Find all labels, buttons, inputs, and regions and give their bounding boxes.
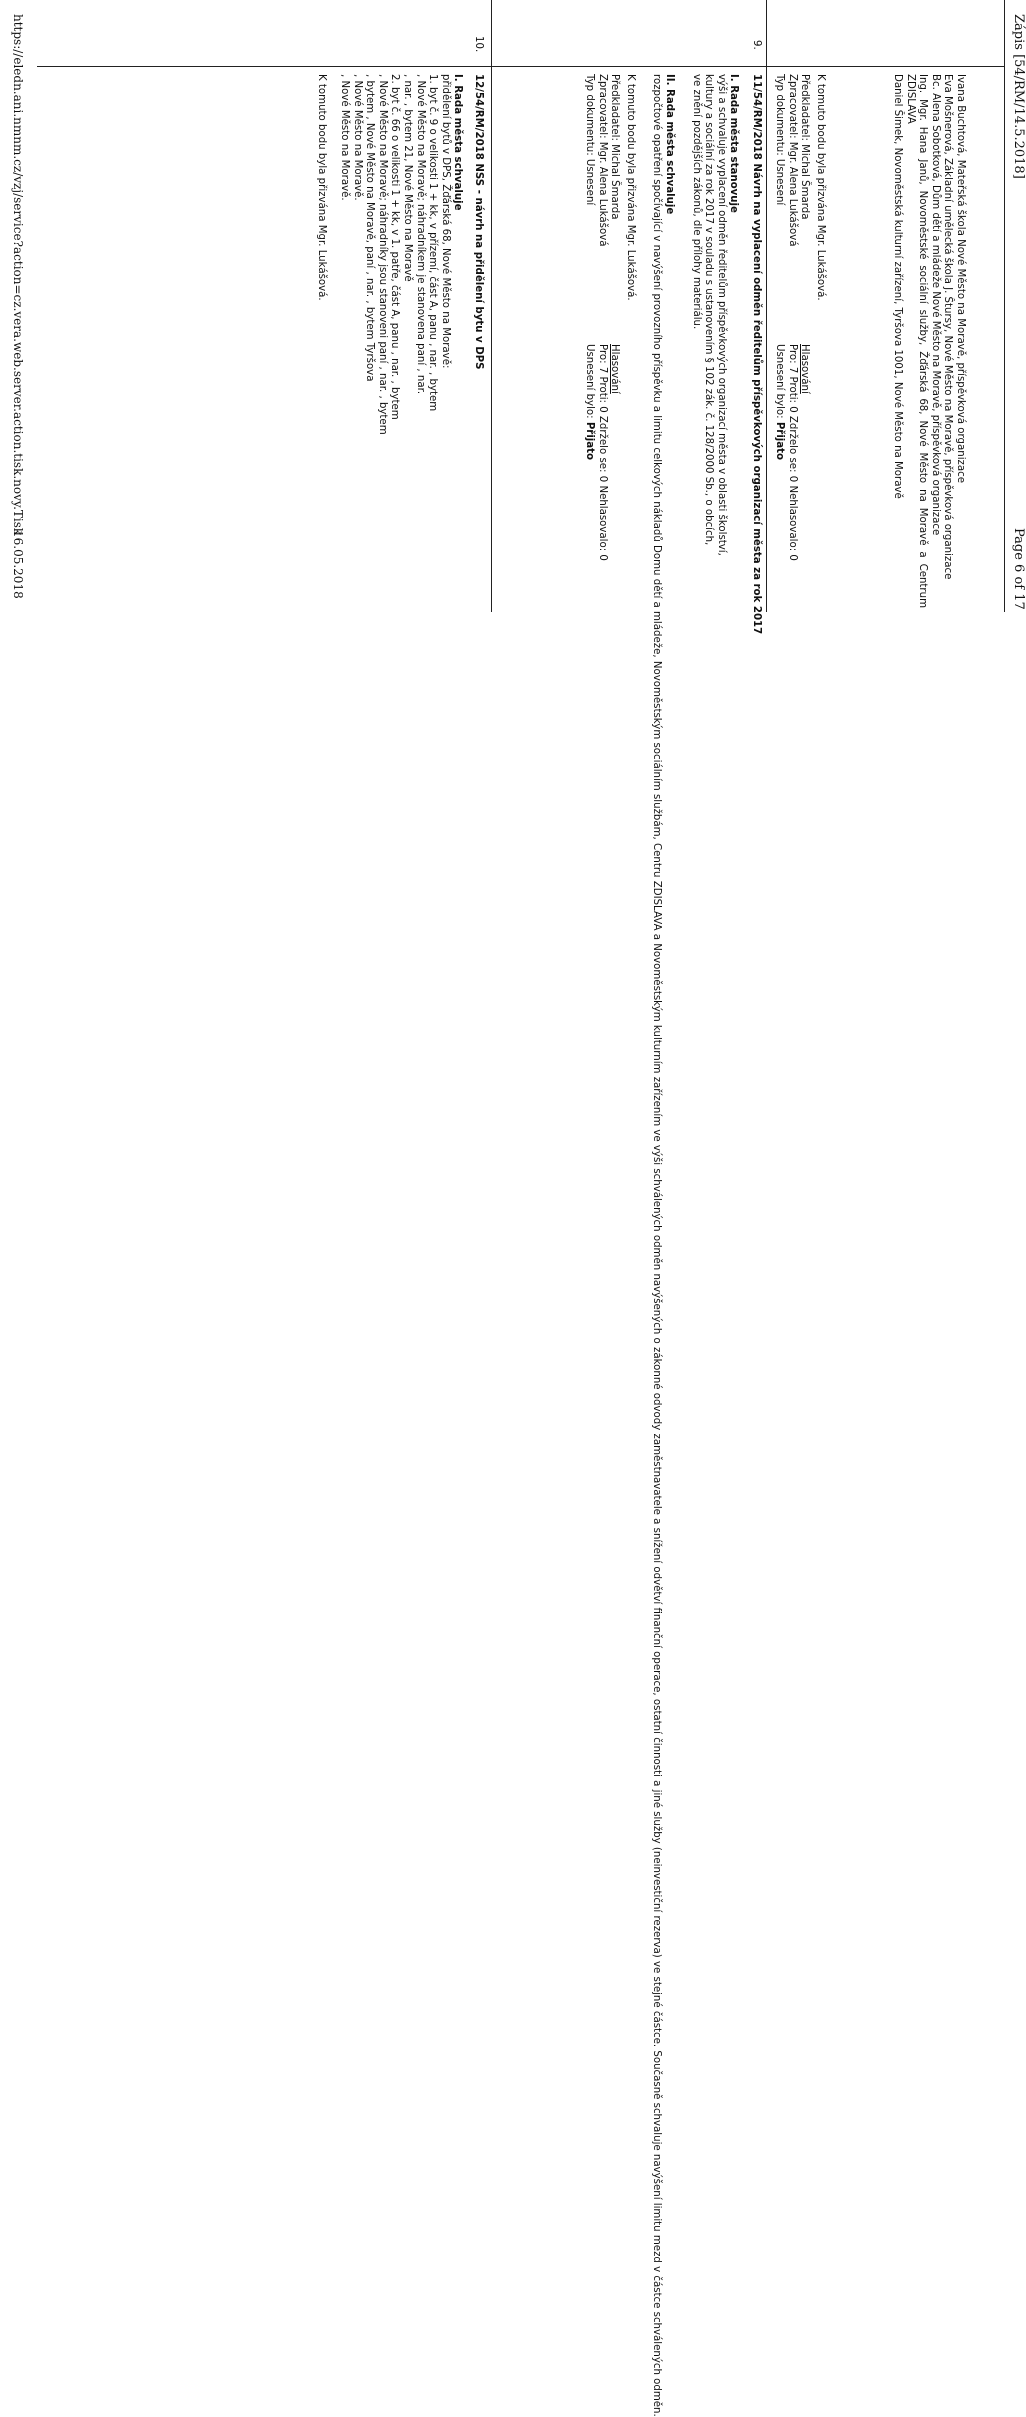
resolution-status: Usnesení bylo: Přijato [774,344,786,461]
typ-dokumentu: Typ dokumentu: Usnesení [584,74,596,206]
item10-line: 1. byt č. 9 o velikosti 1 + kk, v přízemí, část A, panu , nar. , bytem [427,74,439,412]
item-divider [766,0,767,612]
item10-line: , nar. , bytem 21, Nové Město na Moravě [402,74,414,282]
director-entry: Ing. Mgr. Hana Janů, Novoměstské sociální služby, Žďárská 68, Nové Město na Moravě a Centrum ZDISLAVA [904,74,929,608]
item10-title: 12/54/RM/2018 NSS - návrh na přidělení bytu v DPS [473,74,484,370]
footer-url[interactable]: https://eledn.ani.nmnm.cz/vzj/service?action=cz.vera.web.server.action.tisk.novy.Tisk [11,14,25,536]
item9-number: 9. [751,40,762,50]
item9-title: 11/54/RM/2018 Návrh na vyplacení odměn ředitelům příspěvkových organizací města za rok 2017 [751,74,762,635]
item10-line: , Nové Město na Moravě. [351,74,363,201]
vote-result: Pro: 7 Proti: 0 Zdrželo se: 0 Nehlasovalo: 0 [786,344,798,561]
item10-line: , Nové Město na Moravě. [339,74,351,201]
item10-line: 2. byt č. 66 o velikosti 1 + kk, v 1. patře, část A, panu , nar. , bytem [389,74,401,420]
header-rule [1004,0,1005,612]
item9-part1-heading: I. Rada města stanovuje [728,74,740,213]
item10-line: , bytem , Nové Město na Moravě, paní , nar. , bytem Tyršova [364,74,376,382]
item9-part1-line: ve znění pozdějších zákonů, dle přílohy materiálu. [690,74,702,330]
predkladatel: Předkladatel: Michal Šmarda [609,74,621,220]
item10-line: , Nové Město na Moravě; náhradníkem je stanovena paní , nar. [414,74,426,395]
item10-line: přidělení bytů v DPS, Žďárská 68, Nové Město na Moravě: [439,74,451,369]
document-title: Zápis [54/RM/14.5.2018] [1011,14,1026,179]
item10 [315,74,484,608]
vote-label: Hlasování [799,344,811,394]
director-entry: Bc. Alena Sobotková, Dům dětí a mládeže Nové Město na Moravě, příspěvková organizace [929,74,941,536]
margin-line [37,66,1005,67]
item9-part1-line: výši a schvaluje vyplacení odměn ředitelům příspěvkových organizací města v oblasti školství, [715,74,727,556]
resolution-status: Usnesení bylo: Přijato [584,344,596,461]
director-entry: Ivana Buchtová, Mateřská škola Nové Město na Moravě, příspěvková organizace [955,74,966,483]
presented-note: K tomuto bodu byla přizvána Mgr. Lukášová. [815,74,826,301]
zpracovatel: Zpracovatel: Mgr. Alena Lukášová [786,74,798,247]
presented-note: K tomuto bodu byla přizvána Mgr. Lukášová. [624,74,636,301]
item9-part2-text: rozpočtové opatření spočívající v navýšení provozního příspěvku a limitu celkových nákladů Domu dětí a mládeže, Novoměstským sociálním službám, Centru ZDISLAVA a Novoměstským kulturním zařízením ve výši schválených odměn navýšených o zákonné odvody zaměstnavatele a snížení odvětví finanční operace, ostatní činnosti a jiné služby (neinvestiční rezerva) ve stejné částce. Současně schvaluje navýšení limitu mezd v částce schválených odměn. [651,74,663,2417]
item8-tail [760,74,826,608]
footer-date: 16.05.2018 [11,530,25,599]
item10-heading: I. Rada města schvaluje [452,74,464,211]
item9 [570,74,762,2417]
directors-list [890,74,966,608]
page-number: Page 6 of 17 [1011,528,1026,610]
item-divider [491,0,492,612]
zpracovatel: Zpracovatel: Mgr. Alena Lukášová [596,74,608,247]
vote-result: Pro: 7 Proti: 0 Zdrželo se: 0 Nehlasovalo: 0 [596,344,608,561]
item9-part1-line: kultury a sociální za rok 2017 v souladu s ustanovením § 102 zák. č. 128/2000 Sb., o obcích, [703,74,715,546]
item10-number: 10. [473,36,484,53]
presented-note: K tomuto bodu byla přizvána Mgr. Lukášová. [316,74,328,301]
director-entry: Daniel Šimek, Novoměstská kulturní zařízení, Tyršova 1001, Nové Město na Moravě [892,74,904,499]
vote-label: Hlasování [609,344,621,394]
item9-part2-heading: II. Rada města schvaluje [664,74,676,215]
typ-dokumentu: Typ dokumentu: Usnesení [774,74,786,206]
predkladatel: Předkladatel: Michal Šmarda [799,74,811,220]
item10-line: , Nové Město na Moravě; náhradníky jsou stanoveni paní , nar. , bytem [376,74,388,435]
director-entry: Eva Mošnerová, Základní umělecká škola J. Ŝtursy, Nové Město na Moravě, příspěvková organizace [942,74,954,580]
